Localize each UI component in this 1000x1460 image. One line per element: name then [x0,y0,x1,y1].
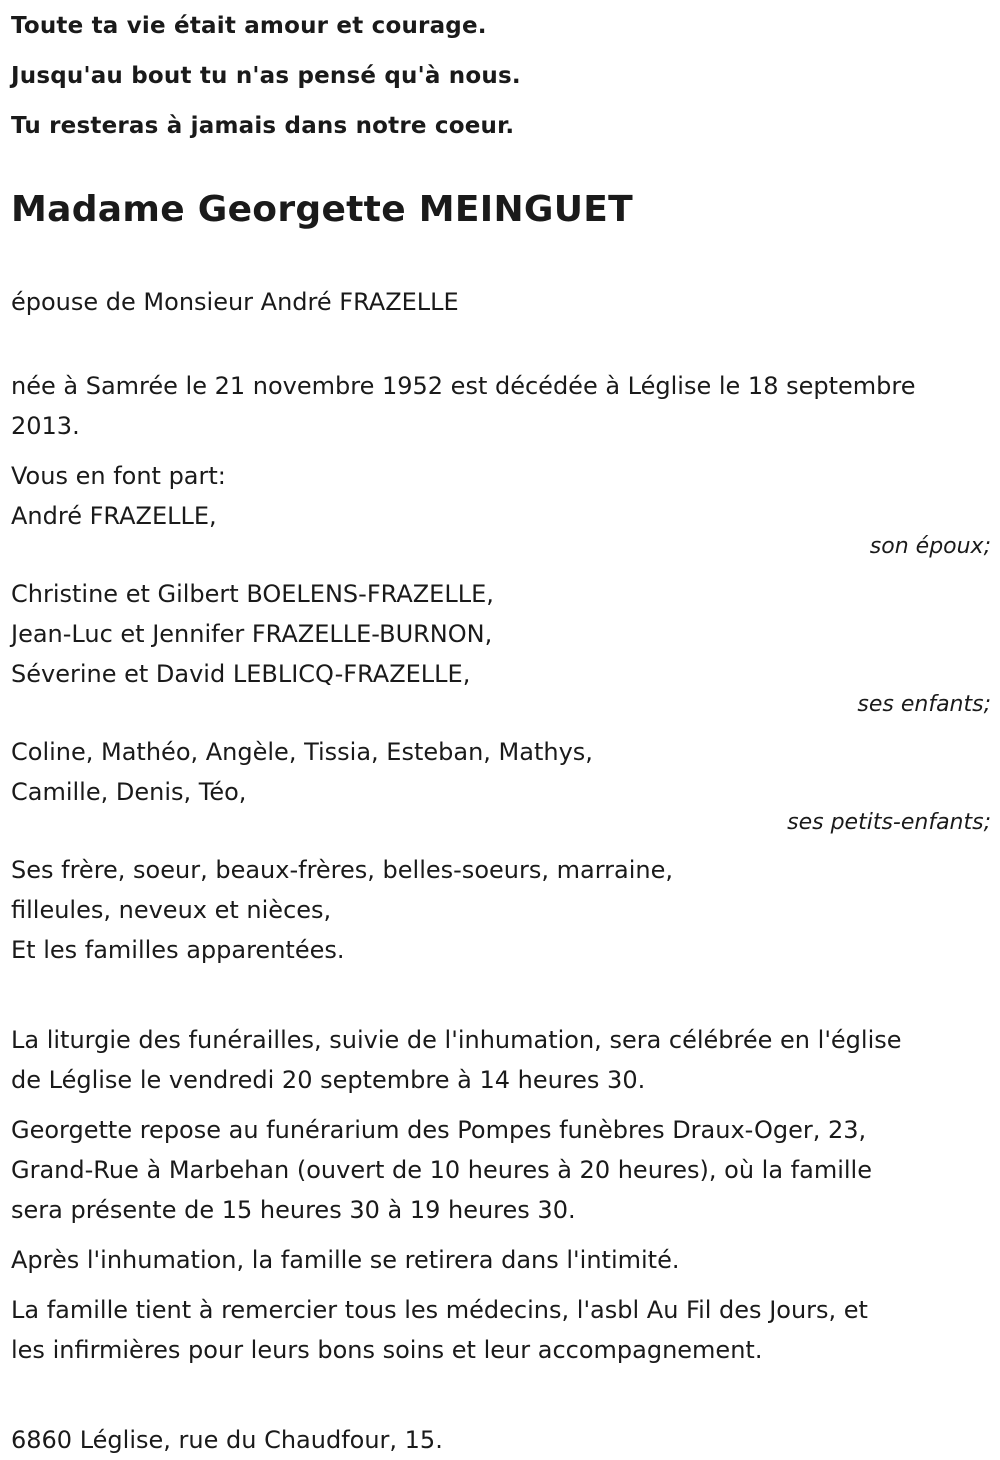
obituary-notice [11,0,991,1460]
thanks-note [11,1290,991,1370]
other-family-line: Ses frère, soeur, beaux-frères, belles-soeurs, marraine, [11,856,673,884]
spouse-name: André FRAZELLE, [11,502,217,530]
verse-line: Tu resteras à jamais dans notre coeur. [11,113,515,139]
funeral-line: de Léglise le vendredi 20 septembre à 14 heures 30. [11,1066,646,1094]
spouse-role: son époux; [869,534,991,559]
birth-death-info [11,366,991,446]
privacy-note: Après l'inhumation, la famille se retirera dans l'intimité. [11,1246,680,1274]
grandchildren-line: Camille, Denis, Téo, [11,778,247,806]
thanks-line: La famille tient à remercier tous les médecins, l'asbl Au Fil des Jours, et [11,1296,868,1324]
family-address: 6860 Léglise, rue du Chaudfour, 15. [11,1426,443,1454]
announce-intro: Vous en font part: [11,462,226,490]
birth-death-line: 2013. [11,412,80,440]
family-announcement [11,456,991,970]
child-name: Séverine et David LEBLICQ-FRAZELLE, [11,660,471,688]
children-role: ses enfants; [857,692,991,717]
child-name: Christine et Gilbert BOELENS-FRAZELLE, [11,580,494,608]
spouse-line: épouse de Monsieur André FRAZELLE [11,288,459,316]
funeral-info [11,1020,991,1100]
viewing-line: Georgette repose au funérarium des Pompes funèbres Draux-Oger, 23, [11,1116,867,1144]
viewing-info [11,1110,991,1230]
funeral-line: La liturgie des funérailles, suivie de l'inhumation, sera célébrée en l'église [11,1026,902,1054]
thanks-line: les infirmières pour leurs bons soins et leur accompagnement. [11,1336,763,1364]
grandchildren-role: ses petits-enfants; [787,810,991,835]
verse-line: Toute ta vie était amour et courage. [11,13,487,39]
grandchildren-line: Coline, Mathéo, Angèle, Tissia, Esteban, Mathys, [11,738,593,766]
child-name: Jean-Luc et Jennifer FRAZELLE-BURNON, [11,620,493,648]
viewing-line: Grand-Rue à Marbehan (ouvert de 10 heures à 20 heures), où la famille [11,1156,872,1184]
other-family-line: Et les familles apparentées. [11,936,345,964]
other-family-line: filleules, neveux et nièces, [11,896,332,924]
birth-death-line: née à Samrée le 21 novembre 1952 est décédée à Léglise le 18 septembre [11,372,916,400]
deceased-name: Madame Georgette MEINGUET [11,189,634,230]
viewing-line: sera présente de 15 heures 30 à 19 heures 30. [11,1196,576,1224]
verse [11,0,991,151]
verse-line: Jusqu'au bout tu n'as pensé qu'à nous. [11,63,521,89]
